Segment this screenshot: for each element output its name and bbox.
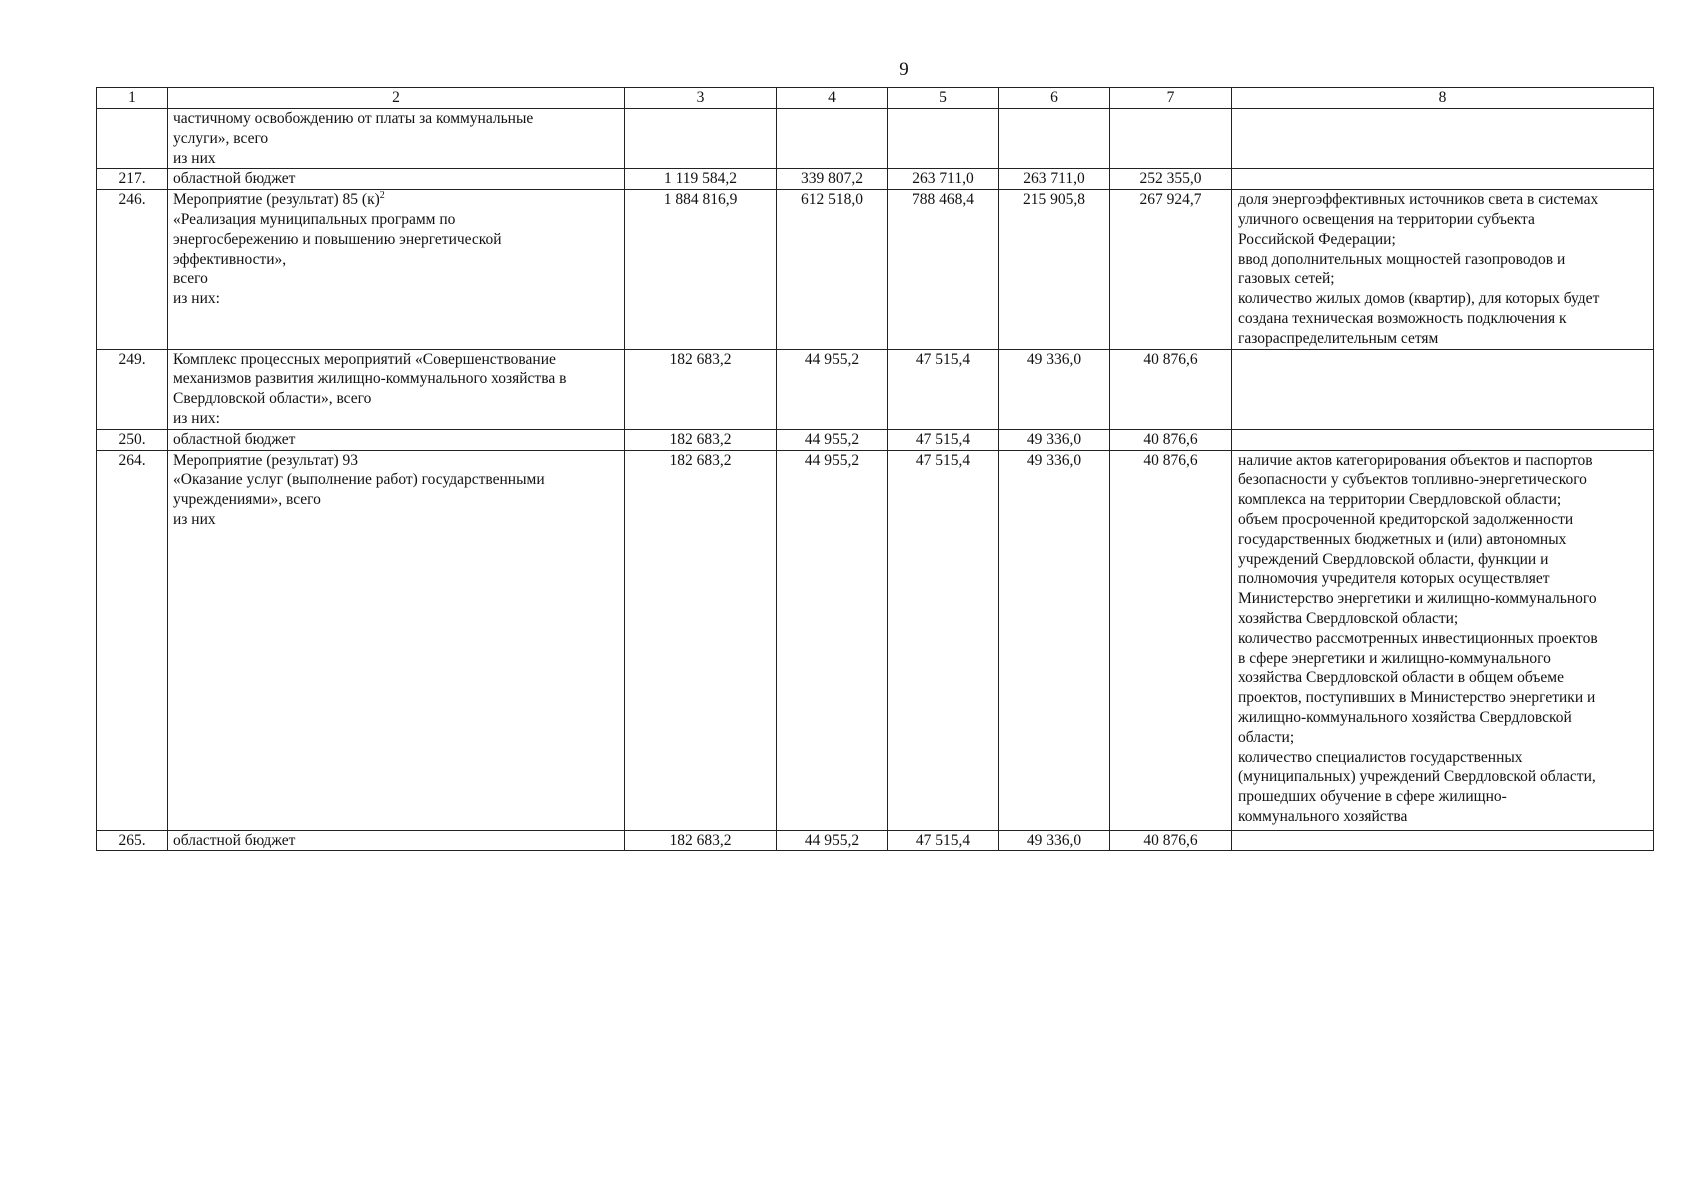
row-number: 217.	[97, 169, 168, 190]
table-row	[97, 429, 1654, 450]
indicator-line: хозяйства Свердловской области;	[1238, 609, 1459, 627]
row-name-line: «Оказание услуг (выполнение работ) государственными	[173, 471, 545, 489]
value-col-4	[777, 109, 888, 169]
indicators-cell	[1232, 830, 1654, 851]
value-col-3: 182 683,2	[625, 429, 777, 450]
row-name-line: энергосбережению и повышению энергетической	[173, 230, 502, 248]
row-name-line: частичному освобождению от платы за коммунальные	[173, 110, 534, 127]
indicators-cell	[1232, 450, 1654, 830]
row-number: 246.	[97, 190, 168, 349]
indicator-line: создана техническая возможность подключения к	[1238, 309, 1567, 327]
value-col-5: 47 515,4	[888, 349, 999, 429]
value-col-7: 40 876,6	[1110, 830, 1232, 851]
value-col-4: 44 955,2	[777, 450, 888, 830]
value-col-5: 47 515,4	[888, 830, 999, 851]
indicator-line: Министерство энергетики и жилищно-коммунального	[1238, 590, 1597, 608]
indicator-line: количество специалистов государственных	[1238, 748, 1523, 766]
row-name-line: из них:	[173, 290, 220, 308]
row-name-line: из них:	[173, 409, 220, 427]
column-number-6: 6	[999, 88, 1110, 109]
table-row	[97, 169, 1654, 190]
indicator-line: объем просроченной кредиторской задолженности	[1238, 510, 1574, 528]
indicators-cell	[1232, 190, 1654, 349]
row-name	[168, 169, 625, 190]
indicator-line: полномочия учредителя которых осуществляет	[1238, 570, 1550, 588]
value-col-5: 47 515,4	[888, 429, 999, 450]
column-number-3: 3	[625, 88, 777, 109]
indicators-cell	[1232, 349, 1654, 429]
value-col-7: 40 876,6	[1110, 450, 1232, 830]
row-number	[97, 109, 168, 169]
row-name-line: учреждениями», всего	[173, 491, 321, 509]
value-col-7	[1110, 109, 1232, 169]
indicator-line: прошедших обучение в сфере жилищно-	[1238, 788, 1507, 806]
footnote-mark: 2	[379, 190, 385, 202]
value-col-4: 339 807,2	[777, 169, 888, 190]
row-name-line: областной бюджет	[173, 430, 296, 448]
indicators-cell	[1232, 109, 1654, 169]
row-name-line: «Реализация муниципальных программ по	[173, 210, 456, 228]
row-number: 265.	[97, 830, 168, 851]
indicator-line: государственных бюджетных и (или) автономных	[1238, 530, 1567, 548]
value-col-3: 182 683,2	[625, 450, 777, 830]
column-number-1: 1	[97, 88, 168, 109]
row-name-title: Мероприятие (результат) 85 (к)	[173, 191, 380, 209]
value-col-6: 49 336,0	[999, 349, 1110, 429]
table-row	[97, 109, 1654, 169]
row-name	[168, 830, 625, 851]
page-number: 9	[899, 59, 909, 80]
value-col-6: 49 336,0	[999, 830, 1110, 851]
indicator-line: в сфере энергетики и жилищно-коммунального	[1238, 649, 1551, 667]
value-col-3: 182 683,2	[625, 349, 777, 429]
value-col-6: 215 905,8	[999, 190, 1110, 349]
row-name	[168, 450, 625, 830]
indicator-line: доля энергоэффективных источников света в системах	[1238, 191, 1599, 209]
indicator-line: (муниципальных) учреждений Свердловской области,	[1238, 768, 1596, 786]
row-name-line: из них	[173, 149, 216, 167]
value-col-7: 40 876,6	[1110, 429, 1232, 450]
indicator-line: уличного освещения на территории субъекта	[1238, 210, 1535, 228]
indicator-line: жилищно-коммунального хозяйства Свердловской	[1238, 708, 1572, 726]
row-name-line: всего	[173, 270, 208, 288]
value-col-4: 44 955,2	[777, 830, 888, 851]
row-name-line: Мероприятие (результат) 93	[173, 451, 359, 469]
row-name	[168, 190, 625, 349]
indicator-line: наличие актов категорирования объектов и паспортов	[1238, 451, 1593, 469]
row-name-line: эффективности»,	[173, 250, 287, 268]
row-number: 249.	[97, 349, 168, 429]
value-col-6: 263 711,0	[999, 169, 1110, 190]
column-number-2: 2	[168, 88, 625, 109]
value-col-5: 263 711,0	[888, 169, 999, 190]
budget-table	[96, 87, 1654, 851]
row-name-line: областной бюджет	[173, 170, 296, 188]
value-col-4: 612 518,0	[777, 190, 888, 349]
value-col-7: 252 355,0	[1110, 169, 1232, 190]
indicator-line: ввод дополнительных мощностей газопроводов и	[1238, 250, 1566, 268]
table-row	[97, 349, 1654, 429]
value-col-3	[625, 109, 777, 169]
value-col-4: 44 955,2	[777, 349, 888, 429]
value-col-5	[888, 109, 999, 169]
row-number: 264.	[97, 450, 168, 830]
value-col-5: 47 515,4	[888, 450, 999, 830]
indicator-line: проектов, поступивших в Министерство энергетики и	[1238, 689, 1596, 707]
value-col-3: 182 683,2	[625, 830, 777, 851]
value-col-4: 44 955,2	[777, 429, 888, 450]
column-number-5: 5	[888, 88, 999, 109]
value-col-3: 1 884 816,9	[625, 190, 777, 349]
row-name	[168, 349, 625, 429]
row-name-line: из них	[173, 510, 216, 528]
column-number-4: 4	[777, 88, 888, 109]
row-name-line: Свердловской области», всего	[173, 390, 372, 408]
column-number-8: 8	[1232, 88, 1654, 109]
indicators-cell	[1232, 169, 1654, 190]
row-name-line: механизмов развития жилищно-коммунального хозяйства в	[173, 370, 567, 388]
value-col-7: 267 924,7	[1110, 190, 1232, 349]
indicator-line: количество жилых домов (квартир), для которых будет	[1238, 290, 1600, 308]
indicator-line: газораспределительным сетям	[1238, 329, 1439, 347]
indicator-line: Российской Федерации;	[1238, 230, 1396, 248]
row-number: 250.	[97, 429, 168, 450]
column-number-7: 7	[1110, 88, 1232, 109]
table-row	[97, 190, 1654, 349]
value-col-7: 40 876,6	[1110, 349, 1232, 429]
indicator-line: области;	[1238, 728, 1295, 746]
indicator-line: газовых сетей;	[1238, 270, 1335, 288]
table-row	[97, 830, 1654, 851]
table-row	[97, 450, 1654, 830]
indicator-line: количество рассмотренных инвестиционных проектов	[1238, 629, 1598, 647]
value-col-6: 49 336,0	[999, 429, 1110, 450]
indicator-line: учреждений Свердловской области, функции и	[1238, 550, 1549, 568]
indicators-cell	[1232, 429, 1654, 450]
row-name-line	[173, 190, 620, 210]
value-col-6	[999, 109, 1110, 169]
value-col-5: 788 468,4	[888, 190, 999, 349]
value-col-3: 1 119 584,2	[625, 169, 777, 190]
indicator-line: коммунального хозяйства	[1238, 807, 1408, 825]
row-name-line: областной бюджет	[173, 831, 296, 849]
indicator-line: хозяйства Свердловской области в общем объеме	[1238, 669, 1564, 687]
column-number-header-row	[97, 88, 1654, 109]
indicator-line: комплекса на территории Свердловской области;	[1238, 491, 1562, 509]
row-name-line: Комплекс процессных мероприятий «Совершенствование	[173, 350, 556, 368]
row-name-line: услуги», всего	[173, 129, 269, 147]
row-name	[168, 429, 625, 450]
row-name	[168, 109, 625, 169]
indicator-line: безопасности у субъектов топливно-энергетического	[1238, 471, 1587, 489]
value-col-6: 49 336,0	[999, 450, 1110, 830]
